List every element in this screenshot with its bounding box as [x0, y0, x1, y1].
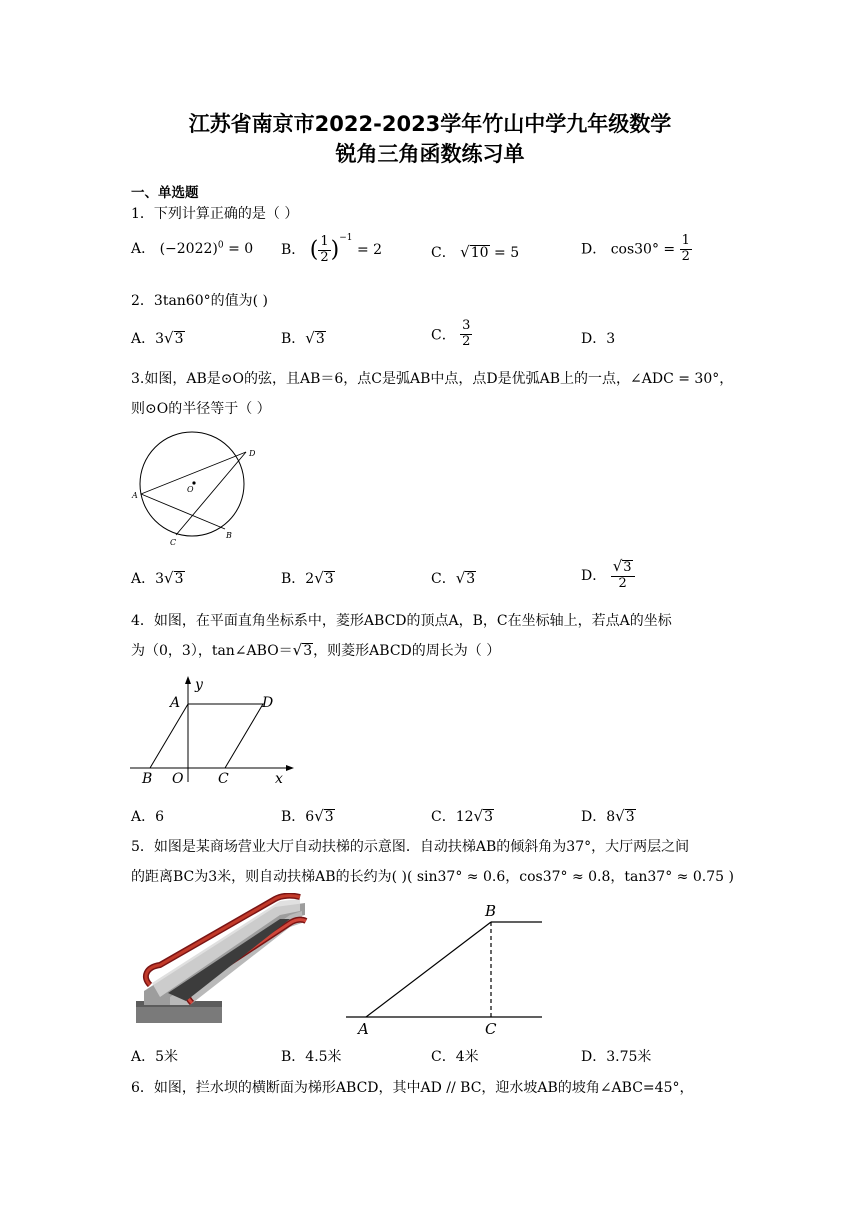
q3-option-b: B．2√3 [281, 569, 334, 587]
point-label-d: D [262, 695, 274, 711]
option-lhs: cos30° = [610, 241, 676, 258]
q2-option-c [431, 319, 472, 350]
option-label: B． [281, 331, 306, 347]
option-label: A． [131, 331, 156, 347]
option-label: A． [131, 241, 156, 257]
option-coef: 2 [305, 571, 315, 587]
fraction-denominator: 2 [681, 248, 690, 264]
q4-option-d: D．8√3 [581, 807, 635, 825]
radicand: 3 [623, 560, 632, 575]
option-rhs: = 0 [228, 241, 254, 257]
axis-label-y: y [195, 677, 203, 693]
axis-label-x: x [275, 771, 283, 787]
question-5-stem-line2: 的距离BC为3米，则自动扶梯AB的长约为( )( sin37° ≈ 0.6，cos37° ≈ 0.8，tan37° ≈ 0.75 ) [131, 869, 734, 885]
radicand: 3 [625, 809, 635, 825]
fraction-numerator: 1 [681, 233, 690, 248]
radicand: 3 [324, 809, 334, 825]
escalator-diagram [340, 896, 550, 1038]
q3-option-a: A．3√3 [131, 569, 184, 587]
q5-option-a: A．5米 [131, 1049, 179, 1065]
section-heading: 一、单选题 [131, 185, 199, 201]
option-label: A． [131, 809, 156, 825]
radicand: 3 [466, 571, 476, 587]
q4-coordinate-figure [128, 672, 298, 787]
point-label-c: C [485, 1020, 497, 1038]
option-label: B． [281, 571, 306, 587]
fraction-denominator: 2 [618, 575, 627, 591]
fraction-denominator: 2 [320, 249, 329, 265]
option-coef: 12 [455, 809, 474, 825]
q1-option-c: C． √10 = 5 [431, 243, 520, 261]
page-subtitle: 锐角三角函数练习单 [335, 142, 525, 166]
radicand: 3 [303, 643, 313, 659]
q5-option-c: C．4米 [431, 1049, 479, 1065]
q1-option-d [581, 234, 692, 265]
point-label-b: B [142, 771, 153, 787]
point-label-a: A [170, 695, 181, 711]
point-label-c: C [170, 538, 177, 547]
point-label-a: A [132, 491, 138, 500]
option-label: C． [431, 809, 456, 825]
option-value: 6 [155, 809, 165, 825]
point-label-b: B [226, 531, 232, 540]
q5-option-b: B．4.5米 [281, 1049, 342, 1065]
question-5-stem-line1: 5．如图是某商场营业大厅自动扶梯的示意图．自动扶梯AB的倾斜角为37°，大厅两层之间 [131, 839, 690, 855]
stem-text: ，则菱形ABCD的周长为（ ） [313, 643, 501, 659]
radicand: 3 [174, 331, 184, 347]
option-label: D． [581, 809, 607, 825]
option-rhs: = 2 [356, 242, 383, 258]
radicand: 10 [470, 245, 489, 261]
radicand: 3 [174, 571, 184, 587]
q4-option-a [131, 806, 164, 826]
question-4-stem-line1: 4．如图，在平面直角坐标系中，菱形ABCD的顶点A，B，C在坐标轴上，若点A的坐标 [131, 613, 672, 629]
option-expr: (−2022) [159, 241, 218, 257]
option-label: D． [581, 331, 607, 347]
option-label: C． [431, 571, 456, 587]
option-coef: 3 [155, 331, 165, 347]
option-exponent: −1 [339, 233, 353, 243]
radicand: 3 [324, 571, 334, 587]
fraction-numerator: 1 [320, 233, 329, 249]
question-3-stem-line2: 则⊙O的半径等于（ ） [131, 401, 271, 417]
option-label: D． [581, 241, 607, 258]
fraction-denominator: 2 [462, 333, 471, 349]
q2-option-b: B．√3 [281, 329, 325, 347]
option-exponent: 0 [217, 240, 224, 251]
fraction-numerator: 3 [462, 318, 471, 333]
escalator-photo [130, 893, 310, 1031]
radicand: 3 [315, 331, 325, 347]
q3-option-d: D． $\frac{√3}{2}$ [581, 558, 635, 592]
option-label: C． [431, 245, 456, 261]
option-coef: 8 [606, 809, 616, 825]
point-label-c: C [218, 771, 229, 787]
question-3-stem-line1: 3.如图，AB是⊙O的弦，且AB＝6，点C是弧AB中点，点D是优弧AB上的一点，∠ADC = 30°， [131, 371, 734, 387]
q3-circle-figure [128, 428, 268, 548]
option-label: B． [281, 242, 306, 258]
point-label-a: A [358, 1020, 369, 1038]
stem-text: 为（0，3），tan∠ABO＝ [131, 643, 293, 659]
option-rhs: = 5 [494, 245, 520, 261]
page-title: 江苏省南京市2022-2023学年竹山中学九年级数学 [188, 112, 672, 136]
q3-option-c: C．√3 [431, 569, 476, 587]
option-value: 3 [606, 331, 616, 347]
q1-option-a [131, 238, 253, 258]
option-coef: 6 [305, 809, 315, 825]
q4-option-b: B．6√3 [281, 807, 334, 825]
radicand: 3 [484, 809, 494, 825]
question-6-stem-line1: 6．如图，拦水坝的横断面为梯形ABCD，其中AD // BC，迎水坡AB的坡角∠ABC=45°， [131, 1080, 694, 1096]
q5-option-d: D．3.75米 [581, 1049, 652, 1065]
option-label: D． [581, 567, 607, 584]
option-coef: 3 [155, 571, 165, 587]
q1-option-b: B． ( $\frac{1}{2}$ )$^{-1}$ = 2 [281, 233, 383, 265]
question-2-stem: 2．3tan60°的值为( ) [131, 293, 268, 309]
question-1-stem: 1．下列计算正确的是（ ） [131, 206, 299, 222]
point-label-o: O [172, 771, 184, 787]
question-4-stem-line2: 为（0，3），tan∠ABO＝√3，则菱形ABCD的周长为（ ） [131, 641, 501, 659]
point-label-o: O [187, 485, 194, 494]
q2-option-a: A．3√3 [131, 329, 184, 347]
option-label: C． [431, 327, 456, 344]
q2-option-d [581, 328, 615, 348]
point-label-b: B [485, 902, 497, 920]
option-label: B． [281, 809, 306, 825]
option-label: A． [131, 571, 156, 587]
point-label-d: D [249, 449, 256, 458]
q4-option-c: C．12√3 [431, 807, 494, 825]
